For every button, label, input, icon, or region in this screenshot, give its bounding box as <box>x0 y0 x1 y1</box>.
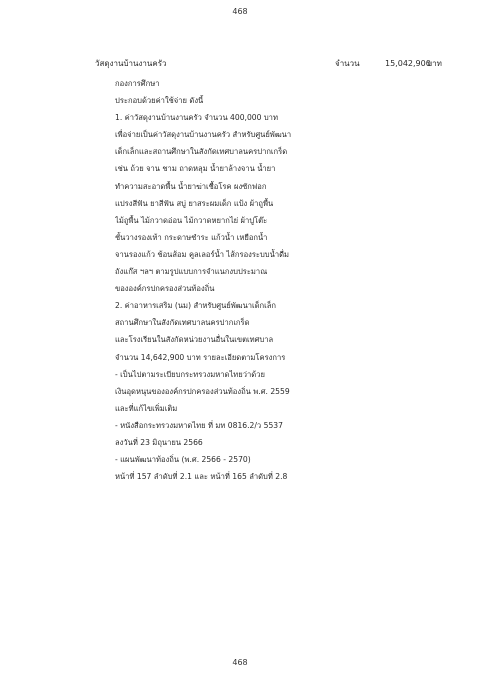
amount-value: 15,042,900 <box>385 59 431 68</box>
page-number-bottom: 468 <box>232 658 248 667</box>
text-line: ถังแก๊ส ฯลฯ ตามรูปแบบการจำแนกงบประมาณ <box>115 267 268 277</box>
text-line: ชั้นวางรองเท้า กระดาษชำระ แก้วน้ำ เหยือกน้ำ <box>115 232 268 242</box>
text-line: แปรงสีฟัน ยาสีฟัน สบู่ ยาสระผมเด็ก แป้ง ผ้าถูพื้น <box>115 198 274 208</box>
text-line: และที่แก้ไขเพิ่มเติม <box>115 403 178 413</box>
text-line: สถานศึกษาในสังกัดเทศบาลนครปากเกร็ด <box>115 318 250 328</box>
text-line: ประกอบด้วยค่าใช้จ่าย ดังนี้ <box>115 96 204 106</box>
budget-item-description <box>115 75 335 485</box>
budget-item-title: วัสดุงานบ้านงานครัว <box>95 59 167 68</box>
text-line: ขององค์กรปกครองส่วนท้องถิ่น <box>115 284 215 294</box>
text-line: 2. ค่าอาหารเสริม (นม) สำหรับศูนย์พัฒนาเด็กเล็ก <box>115 301 276 311</box>
text-line: - เป็นไปตามระเบียบกระทรวงมหาดไทยว่าด้วย <box>115 369 265 379</box>
text-line: ไม้ถูพื้น ไม้กวาดอ่อน ไม้กวาดหยากไย่ ผ้าปูโต๊ะ <box>115 215 268 225</box>
text-line: - หนังสือกระทรวงมหาดไทย ที่ มท 0816.2/ว 5537 <box>115 420 283 430</box>
amount-unit: บาท <box>427 59 442 68</box>
text-line: จำนวน 14,642,900 บาท รายละเอียดตามโครงการ <box>115 352 286 362</box>
text-line: เด็กเล็กและสถานศึกษาในสังกัดเทศบาลนครปากเกร็ด <box>115 147 288 157</box>
text-line: กองการศึกษา <box>115 79 160 88</box>
text-line: ลงวันที่ 23 มิถุนายน 2566 <box>115 437 203 447</box>
text-line: และโรงเรียนในสังกัดหน่วยงานอื่นในเขตเทศบาล <box>115 335 274 345</box>
text-line: ทำความสะอาดพื้น น้ำยาฆ่าเชื้อโรค ผงซักฟอก <box>115 181 267 191</box>
amount-label: จำนวน <box>335 59 360 68</box>
text-line: หน้าที่ 157 ลำดับที่ 2.1 และ หน้าที่ 165 ลำดับที่ 2.8 <box>115 472 288 482</box>
text-line: 1. ค่าวัสดุงานบ้านงานครัว จำนวน 400,000 บาท <box>115 113 278 123</box>
page-number-top: 468 <box>232 7 248 16</box>
text-line: เงินอุดหนุนขององค์กรปกครองส่วนท้องถิ่น พ.ศ. 2559 <box>115 386 290 396</box>
budget-item-header <box>95 58 445 70</box>
text-line: เช่น ถ้วย จาน ชาม ถาดหลุม น้ำยาล้างจาน น้ำยา <box>115 164 276 174</box>
text-line: จานรองแก้ว ช้อนส้อม คูลเลอร์น้ำ ไส้กรองระบบน้ำดื่ม <box>115 249 290 259</box>
text-line: เพื่อจ่ายเป็นค่าวัสดุงานบ้านงานครัว สำหรับศูนย์พัฒนา <box>115 130 292 140</box>
text-line: - แผนพัฒนาท้องถิ่น (พ.ศ. 2566 - 2570) <box>115 455 251 465</box>
